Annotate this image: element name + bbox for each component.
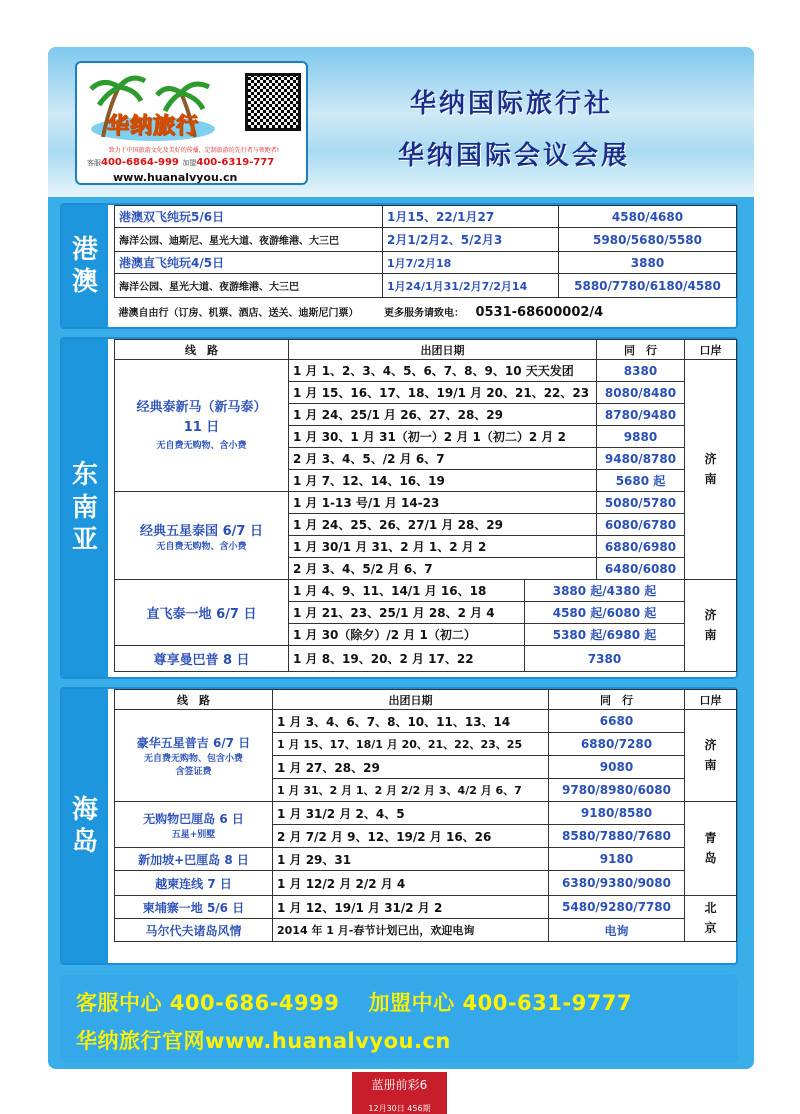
table-row: 1 月 31、2 月 1、2 月 2/2 月 3、4/2 月 6、7 9780/8980/6080 <box>115 779 737 802</box>
table-row <box>115 206 737 228</box>
price: 5980/5680/5580 <box>559 228 737 252</box>
section-label-hk: 港 澳 <box>62 205 108 327</box>
table-row: 1 月 24、25/1 月 26、27、28、29 8780/9480 <box>115 404 737 426</box>
table-row: 1 月 15、17、18/1 月 20、21、22、23、25 6880/7280 <box>115 733 737 756</box>
table-row: 经典五星泰国 6/7 日 无自费无购物、含小费 1 月 1-13 号/1 月 14-23 5080/5780 <box>115 492 737 514</box>
route-cell: 马尔代夫诸岛风情 <box>115 919 273 942</box>
table-row: 越柬连线 7 日 1 月 12/2 月 2/2 月 4 6380/9380/9080 <box>115 871 737 896</box>
route-cell: 直飞泰一地 6/7 日 <box>115 580 289 646</box>
port-cell: 青 岛 <box>685 802 737 896</box>
price: 4580/4680 <box>559 206 737 228</box>
table-row: 1 月 30/1 月 31、2 月 1、2 月 2 6880/6980 <box>115 536 737 558</box>
table-row: 柬埔寨一地 5/6 日 1 月 12、19/1 月 31/2 月 2 5480/9280/7780 北 京 <box>115 896 737 919</box>
route-name: 港澳双飞纯玩5/6日 <box>115 206 383 228</box>
price: 5880/7780/6180/4580 <box>559 274 737 298</box>
departure-dates: 1月7/2月18 <box>383 252 559 274</box>
route-cell: 尊享曼巴普 8 日 <box>115 646 289 672</box>
route-desc: 海洋公园、迪斯尼、星光大道、夜游维港、大三巴 <box>115 228 383 252</box>
col-header-dates: 出团日期 <box>289 340 597 360</box>
page-tag-issue: 12月30日 456期 <box>368 1104 431 1113</box>
departure-dates: 1月15、22/1月27 <box>383 206 559 228</box>
join-phone: 400-6319-777 <box>196 157 275 168</box>
route-cell: 柬埔寨一地 5/6 日 <box>115 896 273 919</box>
table-header-row <box>115 340 737 360</box>
port-cell: 济 南 <box>685 360 737 580</box>
section-label-island: 海 岛 <box>62 689 108 963</box>
footer-banner <box>60 975 738 1063</box>
brochure-page <box>48 47 754 1069</box>
col-header-port: 口岸 <box>685 690 737 710</box>
section-southeast-asia <box>60 337 738 679</box>
table-header-row <box>115 690 737 710</box>
page-tag <box>352 1072 447 1114</box>
table-row: 1 月 30（除夕）/2 月 1（初二） 5380 起/6980 起 <box>115 624 737 646</box>
table-row <box>115 360 737 382</box>
sea-table <box>114 339 737 672</box>
hotline: 0531-68600002/4 <box>475 304 604 320</box>
service-label: 客服 <box>87 159 101 167</box>
brand-title-travel: 华纳国际旅行社 <box>410 89 614 119</box>
brand-title-convention: 华纳国际会议会展 <box>398 141 631 171</box>
table-row: 无购物巴厘岛 6 日 五星+别墅 1 月 31/2 月 2、4、5 9180/8580 青 岛 <box>115 802 737 825</box>
more-service-label: 更多服务请致电： <box>383 307 464 319</box>
route-cell: 经典泰新马（新马泰） 11 日 无自费无购物、含小费 <box>115 360 289 492</box>
section-label-sea: 东 南 亚 <box>62 339 108 677</box>
logo-website: www.huanalvyou.cn <box>113 171 238 184</box>
section-hk-macau <box>60 203 738 329</box>
table-row: 1 月 21、23、25/1 月 28、2 月 4 4580 起/6080 起 <box>115 602 737 624</box>
footer-hotlines: 客服中心 400-686-4999 加盟中心 400-631-9777 <box>76 991 633 1015</box>
table-row: 新加坡+巴厘岛 8 日 1 月 29、31 9180 <box>115 848 737 871</box>
route-name: 港澳直飞纯玩4/5日 <box>115 252 383 274</box>
slogan: 致力于中国旅游文化及美好的传播，定制旅游的先行者与领跑者! <box>108 147 280 154</box>
qr-code-icon <box>245 73 301 131</box>
page-tag-title: 蓝册前彩6 <box>371 1078 428 1092</box>
header-banner <box>48 47 754 197</box>
table-row: 马尔代夫诸岛风情 2014 年 1 月-春节计划已出，欢迎电询 电询 <box>115 919 737 942</box>
route-desc: 海洋公园、星光大道、夜游维港、大三巴 <box>115 274 383 298</box>
table-row <box>115 252 737 274</box>
col-header-route: 线 路 <box>115 340 289 360</box>
table-row: 2 月 3、4、5、/2 月 6、7 9480/8780 <box>115 448 737 470</box>
table-row: 直飞泰一地 6/7 日 1 月 4、9、11、14/1 月 16、18 3880 起/4380 起 济 南 <box>115 580 737 602</box>
route-cell: 豪华五星普吉 6/7 日 无自费无购物、包含小费 含签证费 <box>115 710 273 802</box>
table-row: 1 月 30、1 月 31（初一）2 月 1（初二）2 月 2 9880 <box>115 426 737 448</box>
route-cell: 无购物巴厘岛 6 日 五星+别墅 <box>115 802 273 848</box>
route-cell: 经典五星泰国 6/7 日 无自费无购物、含小费 <box>115 492 289 580</box>
price: 3880 <box>559 252 737 274</box>
table-row: 1 月 15、16、17、18、19/1 月 20、21、22、23 8080/8480 <box>115 382 737 404</box>
table-row: 2 月 7/2 月 9、12、19/2 月 16、26 8580/7880/7680 <box>115 825 737 848</box>
hk-table <box>114 205 737 326</box>
port-cell: 济 南 <box>685 710 737 802</box>
col-header-port: 口岸 <box>685 340 737 360</box>
route-cell: 新加坡+巴厘岛 8 日 <box>115 848 273 871</box>
table-row: 尊享曼巴普 8 日 1 月 8、19、20、2 月 17、22 7380 <box>115 646 737 672</box>
table-row: 豪华五星普吉 6/7 日 无自费无购物、包含小费 含签证费 1 月 3、4、6、7、8、10、11、13、14 6680 济 南 <box>115 710 737 733</box>
table-row: 1 月 7、12、14、16、19 5680 起 <box>115 470 737 492</box>
free-travel-note: 港澳自由行（订房、机票、酒店、送关、迪斯尼门票） <box>118 307 359 319</box>
route-cell: 越柬连线 7 日 <box>115 871 273 896</box>
port-cell: 济 南 <box>685 580 737 672</box>
logo-phones <box>87 157 274 168</box>
col-header-dates: 出团日期 <box>273 690 549 710</box>
table-row <box>115 274 737 298</box>
table-row: 2 月 3、4、5/2 月 6、7 6480/6080 <box>115 558 737 580</box>
logo-card <box>75 61 308 185</box>
section-island <box>60 687 738 965</box>
island-table <box>114 689 737 942</box>
col-header-price: 同 行 <box>549 690 685 710</box>
service-phone: 400-6864-999 <box>101 157 179 168</box>
logo-wordmark: 华纳旅行 <box>107 114 200 139</box>
col-header-price: 同 行 <box>597 340 685 360</box>
table-row <box>115 298 737 326</box>
departure-dates: 1 月 1、2、3、4、5、6、7、8、9、10 天天发团 <box>289 360 597 382</box>
footer-website: 华纳旅行官网www.huanalvyou.cn <box>76 1029 451 1053</box>
table-row: 1 月 24、25、26、27/1 月 28、29 6080/6780 <box>115 514 737 536</box>
table-row: 1 月 27、28、29 9080 <box>115 756 737 779</box>
table-row <box>115 228 737 252</box>
port-cell: 北 京 <box>685 896 737 942</box>
departure-dates: 1月24/1月31/2月7/2月14 <box>383 274 559 298</box>
departure-dates: 2月1/2月2、5/2月3 <box>383 228 559 252</box>
join-label: 加盟 <box>182 159 197 167</box>
price: 8380 <box>597 360 685 382</box>
col-header-route: 线 路 <box>115 690 273 710</box>
